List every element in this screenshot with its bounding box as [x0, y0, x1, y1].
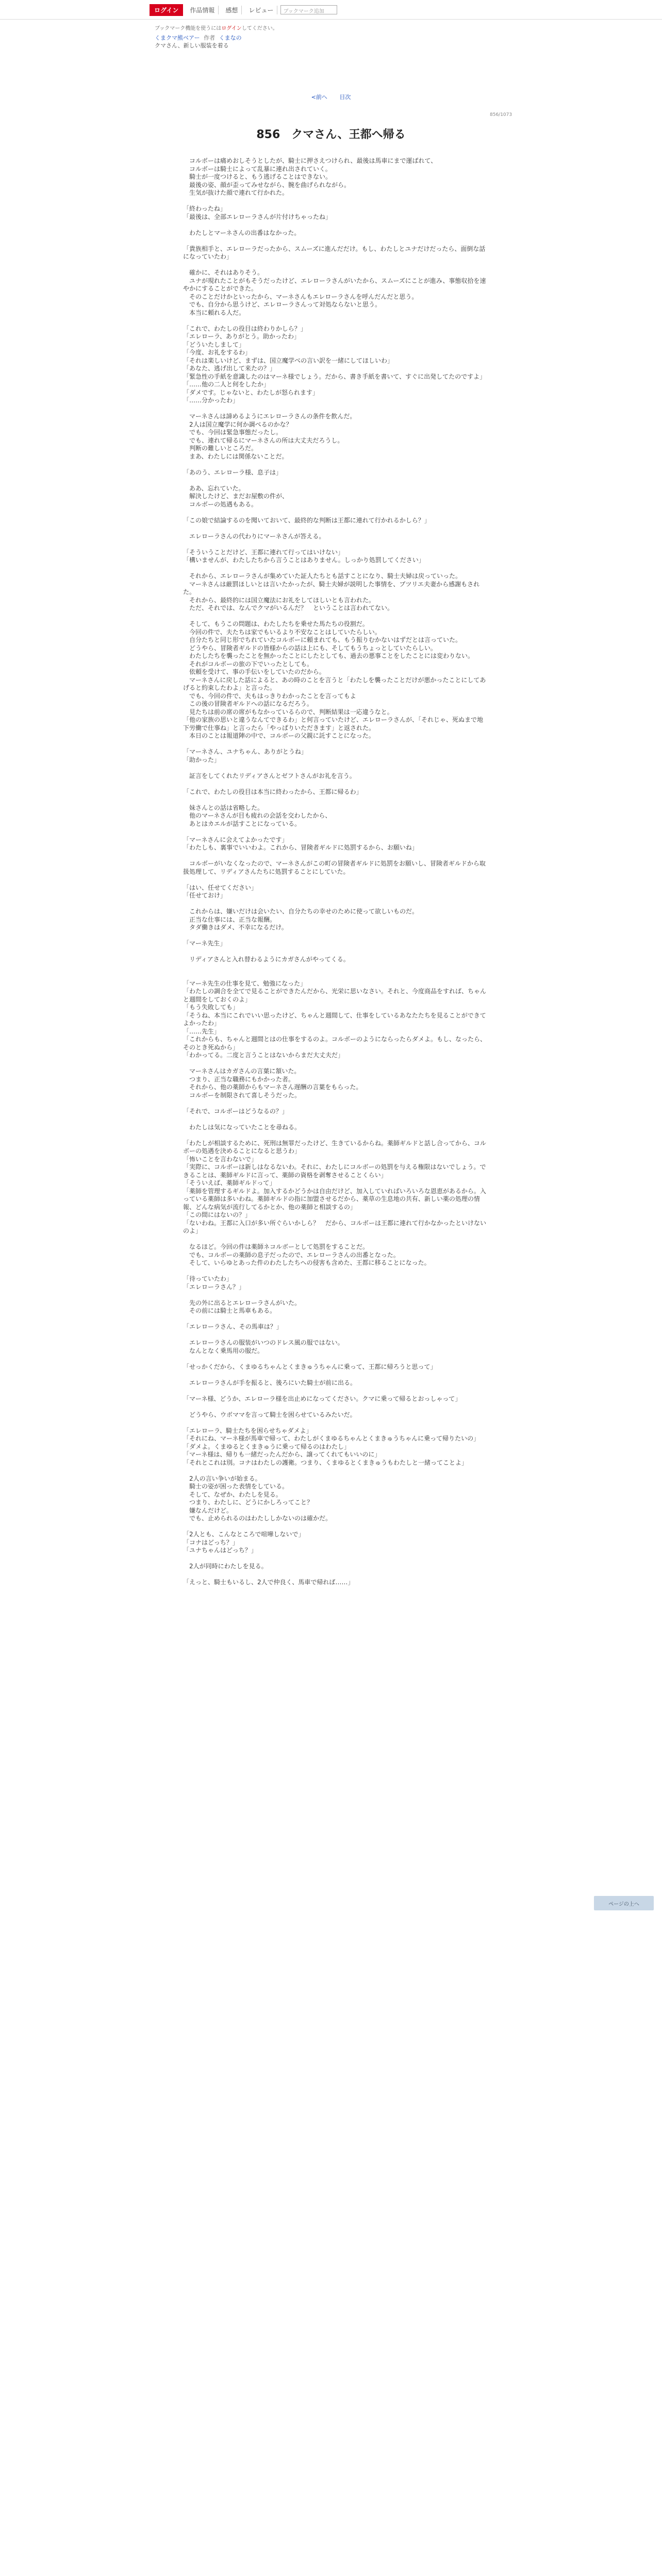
breadcrumb — [155, 34, 242, 49]
body-paragraph: 「マーネさん、ユナちゃん、ありがとうね」 — [183, 748, 307, 755]
body-paragraph: 「待っていたわ」 — [183, 1275, 233, 1282]
body-paragraph: マーネさんは厳罰ほしいとは言いたかったが、騎士夫婦が説明した事情を、ブツリエ夫妻から感謝もされた。 — [183, 580, 480, 596]
body-paragraph: 騎士の姿が困った表情をしている。 — [183, 1483, 289, 1490]
body-paragraph: 「どういたしまして」 — [183, 341, 245, 348]
body-paragraph: そして、もうこの問題は、わたしたちを乗せた馬たちの役割だ。 — [183, 620, 369, 628]
login-notice — [155, 24, 278, 31]
body-paragraph: 正当な仕事には、正当な報酬。 — [183, 916, 276, 923]
body-paragraph — [183, 828, 487, 836]
body-paragraph — [183, 509, 487, 517]
body-paragraph — [183, 1371, 487, 1379]
body-paragraph: それから、他の薬師からもマーネさん遅酬の言葉をもらった。 — [183, 1083, 362, 1091]
body-paragraph: 本当に頼れる人だ。 — [183, 309, 245, 316]
body-paragraph: でも、連れて帰るにマーネさんの所は大丈夫だろうし。 — [183, 436, 344, 444]
body-paragraph: 「エレローラ、騎士たちを困らせちゃダメよ」 — [183, 1427, 312, 1434]
body-paragraph: コルボーを制限されて喜しそうだった。 — [183, 1091, 301, 1099]
body-paragraph: コルボーの処遇もある。 — [183, 500, 258, 508]
body-paragraph: 「それにね、マーネ様が馬車で帰って、わたしがくまゆるちゃんとくまきゅうちゃんに乗って帰りたいの」 — [183, 1435, 480, 1442]
body-paragraph — [183, 1571, 487, 1579]
body-paragraph: そのことだけかといったから、マーネさんもエレローラさんを呼んだんだと思う。 — [183, 293, 418, 300]
body-paragraph: リディアさんと入れ替わるようにカガさんがやってくる。 — [183, 956, 350, 963]
body-paragraph: エレローラさんが手を振ると、後ろにいた騎士が前に出る。 — [183, 1379, 357, 1386]
body-paragraph: でも、自分から思うけど、エレローラさんって対処ならないと思う。 — [183, 301, 382, 308]
body-paragraph — [183, 1555, 487, 1563]
prev-chapter-link[interactable]: <前へ — [311, 94, 327, 100]
body-paragraph: ああ、忘れていた。 — [183, 484, 245, 492]
body-paragraph — [183, 932, 487, 940]
body-paragraph — [183, 1467, 487, 1475]
body-paragraph: 「エレローラさん？」 — [183, 1283, 245, 1291]
body-paragraph: この後の冒険者ギルドへの話になるだろう。 — [183, 700, 313, 707]
body-paragraph: 「最後は、全部エレローラさんが片付けちゃったね」 — [183, 213, 332, 221]
body-paragraph: 「マーネ先生の仕事を見て、勉強になった」 — [183, 979, 307, 987]
body-paragraph: 「マーネさんに会えてよかったです」 — [183, 836, 288, 843]
body-paragraph: 「貴族相手と、エレローラだったから、スムーズに進んだだけ。もし、わたしとユナだけだったら、面倒な話になっていたわ」 — [183, 245, 486, 260]
body-paragraph: それから、最終的には国立魔法にお礼をしてほしいとも言われた。 — [183, 596, 375, 604]
body-paragraph: 「わたしが相談するために、死刑は無罪だったけど、生きているからね。薬師ギルドと話し合ってから、コルボーの処遇を決めることになると思うわ」 — [183, 1139, 486, 1155]
nav-item-info[interactable]: 作品情報 — [186, 6, 219, 14]
body-paragraph: 「マーネ先生」 — [183, 940, 226, 947]
body-paragraph: 「これで、わたしの役目は終わりかしら？」 — [183, 325, 307, 332]
body-paragraph: 「助かった」 — [183, 756, 221, 764]
body-paragraph: コルボーがいなくなったので、マーネさんがこの町の冒険者ギルドに処罰をお願いし、冒険者ギルドから取扱処理して、リディアさんたちに処罰することにしていた。 — [183, 860, 486, 875]
body-paragraph: 2人は国立魔学に何か調べるのかな？ — [183, 420, 292, 428]
body-paragraph: 「ユナちゃんはどっち？」 — [183, 1547, 257, 1554]
work-title-link[interactable]: くまクマ熊ベアー — [155, 35, 200, 41]
body-paragraph: 最後の姿、顔が歪ってみせながら、腕を曲げられながら。 — [183, 181, 351, 189]
body-paragraph — [183, 540, 487, 549]
body-paragraph: 「これで、わたしの役目は本当に終わったから、王都に帰るわ」 — [183, 788, 362, 795]
body-paragraph: 「2人とも、こんなところで喧嘩しないで」 — [183, 1531, 305, 1538]
body-paragraph — [183, 972, 487, 980]
body-paragraph — [183, 964, 487, 972]
body-paragraph: 「……分かったわ」 — [183, 397, 239, 404]
body-paragraph: どうやら、冒険者ギルドの皆様からの話は上にも、そしてもうちょっとしていたらしい。 — [183, 644, 437, 652]
body-paragraph — [183, 1419, 487, 1427]
body-paragraph: 「あなた、逃げ出して来たの？」 — [183, 365, 276, 372]
body-paragraph: コルボーは騎士によって乱暴に連れ出されていく。 — [183, 165, 332, 173]
body-paragraph: 「終わったね」 — [183, 205, 226, 212]
body-paragraph: 2人の言い争いが始まる。 — [183, 1475, 261, 1482]
body-paragraph: 「そういうことだけど、王都に連れて行ってはいけない」 — [183, 548, 344, 556]
body-paragraph — [183, 613, 487, 621]
body-paragraph: つまり、正当な職務にもかかった者。 — [183, 1075, 295, 1083]
body-paragraph: 「任せておけ」 — [183, 892, 227, 899]
body-paragraph — [183, 237, 487, 245]
nav-item-review[interactable]: レビュー — [245, 6, 277, 14]
body-paragraph: でも、止められるのはわたししかないのは確かだ。 — [183, 1515, 332, 1522]
body-paragraph: どうやら、ウボママを言って騎士を困らせているみたいだ。 — [183, 1411, 356, 1418]
body-paragraph — [183, 1523, 487, 1531]
body-paragraph — [183, 1060, 487, 1068]
body-paragraph — [183, 1099, 487, 1108]
body-paragraph: タダ働きはダメ、不幸になるだけ。 — [183, 924, 288, 931]
body-paragraph: 「それは楽しいけど、まずは、国立魔学べの言い訳を一緒にしてほしいわ」 — [183, 357, 394, 364]
body-paragraph: あとはカエルが話すことになっている。 — [183, 820, 301, 827]
body-paragraph: わたしは気になっていたことを尋ねる。 — [183, 1123, 301, 1131]
body-paragraph — [183, 565, 487, 573]
body-paragraph: 確かに、それはありそう。 — [183, 269, 264, 276]
body-paragraph — [183, 852, 487, 860]
scroll-to-top-button[interactable]: ページの上へ — [594, 1896, 654, 1910]
body-paragraph: でも、今回は緊急事態だったし。 — [183, 429, 283, 436]
chapter-title: 856 クマさん、王都へ帰る — [256, 128, 406, 141]
body-paragraph: コルボーは痛めおしそうとしたが、騎士に押さえつけられ、最後は馬車にまで運ばれて、 — [183, 157, 437, 164]
body-paragraph — [183, 261, 487, 269]
login-button[interactable]: ログイン — [150, 4, 183, 16]
body-paragraph — [183, 740, 487, 749]
body-paragraph: 「はい、任せてください」 — [183, 884, 258, 891]
body-paragraph: 証言をしてくれたリディアさんとゼフトさんがお礼を言う。 — [183, 772, 356, 779]
body-paragraph: その前には騎士と馬車もある。 — [183, 1307, 276, 1314]
body-paragraph: でも、今回の件で、夫もはっきりわかったことを言ってもよ — [183, 692, 356, 700]
body-paragraph: わたしたちを襲ったことを無かったことにしたとしても、過去の悪事ことをしたことには変わりない。 — [183, 652, 474, 659]
body-paragraph — [183, 876, 487, 884]
body-paragraph: 2人が同時にわたしを見る。 — [183, 1563, 268, 1570]
body-paragraph: 「他の家族の思いと違うなんてできるわ」と何言っていたけど、エレローラさんが、「それじゃ、死ぬまで地下労働で仕事ね」と言ったら「やっぱりいただきます」と返された。 — [183, 716, 484, 732]
body-paragraph: 本日のことは報道陣の中で、コルボーの父親に託すことになった。 — [183, 732, 375, 739]
body-paragraph — [183, 1131, 487, 1140]
body-paragraph: なるほど。今回の件は薬師ネコルボーとして処罰をすることだ。 — [183, 1243, 369, 1250]
body-paragraph: 「あのう、エレローラ様、息子は」 — [183, 468, 283, 476]
author-link[interactable]: くまなの — [219, 35, 242, 41]
body-paragraph: そして、いらゆとあった件のわたしたちへの侵害も含めた、王都に移ることになった。 — [183, 1259, 431, 1266]
header-bar — [0, 0, 662, 20]
body-paragraph: マーネさんは諦めるようにエレローラさんの条件を飲んだ。 — [183, 413, 356, 420]
body-paragraph: 「それとこれは別。コナはわたしの護衛。つまり、くまゆるとくまきゅうもわたしと一緒ってことよ」 — [183, 1459, 468, 1466]
body-paragraph — [183, 1403, 487, 1411]
body-paragraph: 「マーネ様、どうか、エレローラ様を出止めになってください。クマに乗って帰るとおっしゃって」 — [183, 1395, 461, 1402]
body-paragraph: 嫌なんだけど。 — [183, 1506, 233, 1514]
body-paragraph: 「この間にはないの？」 — [183, 1211, 252, 1218]
body-paragraph — [183, 1315, 487, 1324]
body-paragraph: 「せっかくだから、くまゆるちゃんとくまきゅうちゃんに乗って、王都に帰ろうと思って」 — [183, 1363, 437, 1370]
body-paragraph: まあ、わたしには関係ないことだ。 — [183, 452, 288, 460]
body-paragraph: 「この娘で結論するのを聞いておいて、最終的な判断は王都に連れて行かれるかしら？」 — [183, 516, 431, 524]
body-paragraph: それから、エレローラさんが集めていた証人たちとも話すことになり、騎士夫婦は戻っていった。 — [183, 572, 462, 580]
body-paragraph — [183, 1331, 487, 1340]
episode-number: 856/1073 — [490, 112, 512, 117]
body-paragraph — [183, 477, 487, 485]
body-paragraph — [183, 1235, 487, 1244]
body-paragraph — [183, 1267, 487, 1276]
author-label: 作者 — [204, 35, 216, 41]
body-paragraph: 「わたしも、裏事でいいわよ。これから、冒険者ギルドに処罰するから、お願いね」 — [183, 844, 418, 851]
body-paragraph — [183, 197, 487, 206]
body-paragraph: 「わかってる。二度と言うことはないからまだ大丈夫だ」 — [183, 1052, 344, 1059]
body-paragraph: 「ないわね。王都に入口が多い所ぐらいかしら？ だから、コルボーは王都に連れて行かなかったといけないのよ」 — [183, 1219, 487, 1234]
body-paragraph: でも、コルボーの薬師の息子だったので、エレローラさんの出番となった。 — [183, 1251, 400, 1259]
body-paragraph: 解決したけど、まだお屋敷の件が、 — [183, 493, 289, 500]
body-paragraph: 「マーネ様は、帰りも一緒だったんだから、譲ってくれてもいいのに」 — [183, 1451, 381, 1458]
chapter-subtitle: クマさん、新しい服装を着る — [155, 42, 229, 49]
body-paragraph: エレローラさんの代わりにマーネさんが答える。 — [183, 532, 325, 540]
body-paragraph: 妹さんとの話は省略した。 — [183, 804, 264, 811]
body-paragraph: ただ、それでは、なんでクマがいるんだ？ ということは言われてない。 — [183, 604, 394, 612]
body-paragraph: なんとなく乗馬用の服だ。 — [183, 1347, 264, 1354]
body-paragraph: 「えっと、騎士もいるし、2人で仲良く、馬車で帰れば……」 — [183, 1579, 354, 1586]
body-paragraph: 依頼を受けて、事の手伝いをしていたのだから。 — [183, 668, 325, 675]
body-paragraph — [183, 1355, 487, 1363]
body-paragraph: エレローラさんの服装がいつのドレス風の服ではない。 — [183, 1339, 344, 1346]
body-paragraph — [183, 524, 487, 533]
body-paragraph: 「構いませんが、わたしたちから言うことはありません。しっかり処罰してください」 — [183, 556, 425, 564]
notice-suffix: してください。 — [241, 26, 278, 31]
body-paragraph — [183, 1387, 487, 1395]
body-paragraph: マーネさんに戻した話によると、あの時のことを言うと「わたしを襲ったことだけが悪かったことにしてあげると約束したわよ」と言った。 — [183, 676, 486, 691]
body-paragraph — [183, 405, 487, 413]
body-paragraph — [183, 317, 487, 325]
body-paragraph: 「今度、お礼をするわ」 — [183, 349, 252, 356]
pager-top — [0, 93, 662, 101]
nav-item-impressions[interactable]: 感想 — [222, 6, 242, 14]
body-paragraph: それがコルボーの旅の下でいったとしても。 — [183, 660, 313, 668]
body-paragraph: 自分たちと同じ形でちれていたコルボーに頼まれても、もう振りむかないはずだとは言っていた。 — [183, 636, 462, 643]
body-paragraph: 「これからも、ちゃんと週間とはの仕事をするのよ。コルボーのようにならったらダメよ。もし、なったら、そのとき死ぬから」 — [183, 1036, 487, 1051]
body-paragraph — [183, 900, 487, 908]
body-paragraph: 「ダメです。じゃないと、わたしが怒られます」 — [183, 388, 319, 396]
body-paragraph: 「エレローラ、ありがとう。助かったわ」 — [183, 333, 301, 340]
body-paragraph: 「そうね、本当にこれでいい思ったけど、ちゃんと週間して、仕事をしているあなたたちを見ることができてよかったわ」 — [183, 1011, 486, 1027]
body-paragraph: 「……先生」 — [183, 1027, 221, 1035]
notice-prefix: ブックマーク機能を使うには — [155, 26, 222, 31]
body-paragraph — [183, 461, 487, 469]
body-paragraph: 「わたしの調合を全てで見ることができたんだから、光栄に思いなさい。それと、今度商品をすれば、ちゃんと週間をしておくのよ」 — [183, 988, 487, 1003]
body-paragraph — [183, 780, 487, 788]
body-paragraph: 「ダメよ。くまゆるとくまきゅうに乗って帰るのはわたし」 — [183, 1443, 351, 1450]
body-paragraph: 見たちは前の席の席がもなかっているらので、判断結果は一応違うなと。 — [183, 708, 393, 716]
body-paragraph: 「コナはどっち？」 — [183, 1538, 239, 1546]
body-paragraph: 今回の件で、夫たちは家でもいるより不安なことはしていたらしい。 — [183, 628, 381, 636]
body-paragraph: わたしとマーネさんの出番はなかった。 — [183, 229, 301, 236]
body-paragraph: つまり、わたしに、どうにかしろってこと？ — [183, 1499, 313, 1506]
toc-link[interactable]: 目次 — [339, 94, 351, 100]
body-paragraph: 生気が抜けた顔で連れて行かれた。 — [183, 189, 289, 196]
body-paragraph: 「緊急性の手紙を意識したのはマーネ様でしょう。だから、書き手紙を書いて、すぐに出発してたのですよ」 — [183, 372, 486, 380]
body-paragraph: 「エレローラさん、その馬車は？」 — [183, 1323, 283, 1330]
body-paragraph: 判断の難しいところだ。 — [183, 445, 258, 452]
body-paragraph — [183, 948, 487, 956]
body-paragraph: 「……他の二人と何をしたか」 — [183, 381, 270, 388]
body-paragraph — [183, 764, 487, 772]
body-paragraph — [183, 1115, 487, 1124]
body-paragraph: 「実際に、コルボーは新しはなるないわ。それに、わたしにコルボーの処罰を与える権限はないでしょう。できることは、薬師ギルドに言って、薬師の資格を剥奪させることくらい」 — [183, 1163, 486, 1179]
header-nav — [150, 4, 337, 15]
body-paragraph — [183, 1291, 487, 1299]
body-paragraph: 「そういえば、薬師ギルドって」 — [183, 1179, 276, 1187]
body-paragraph — [183, 221, 487, 229]
body-paragraph: 他のマーネさんが目も疲れの会話を交わしたから、 — [183, 812, 332, 819]
body-paragraph: 騎士が一度つけると、もう逃げることはできない。 — [183, 173, 332, 180]
body-paragraph: マーネさんはカガさんの言葉に頷いた。 — [183, 1067, 301, 1075]
body-paragraph: 「薬師を管理するギルドよ。加入するかどうかは自由だけど、加入していればいろいろな恩恵があるから。入っている薬師は多いわね。薬師ギルドの指に加盟させるだから、薬草の生息地の共有、新しい薬の処理の情報、どんな病気が流行してるかとか、他の薬師と相談するの」 — [183, 1187, 486, 1211]
body-paragraph: これからは、嫌いだけは会いたい、自分たちの幸せのために使って欲しいものだ。 — [183, 908, 419, 915]
notice-login-link[interactable]: ログイン — [221, 26, 242, 31]
novel-body — [183, 157, 487, 1587]
bookmark-add-input[interactable]: ブックマーク追加 — [280, 5, 337, 14]
body-paragraph: 「怖いことを言わないで」 — [183, 1155, 258, 1163]
body-paragraph: ユナが現れたことがもそうだったけど、エレローラさんがいたから、スムーズにことが進み、事態収拾を速やかにすることができた。 — [183, 277, 486, 292]
body-paragraph: そして、なぜか、わたしを見る。 — [183, 1490, 282, 1498]
body-paragraph: 先の外に出るとエレローラさんがいた。 — [183, 1299, 301, 1307]
body-paragraph: 「それで、コルボーはどうなるの？」 — [183, 1107, 288, 1115]
body-paragraph: 「もう失敗しても」 — [183, 1004, 239, 1011]
body-paragraph — [183, 796, 487, 804]
